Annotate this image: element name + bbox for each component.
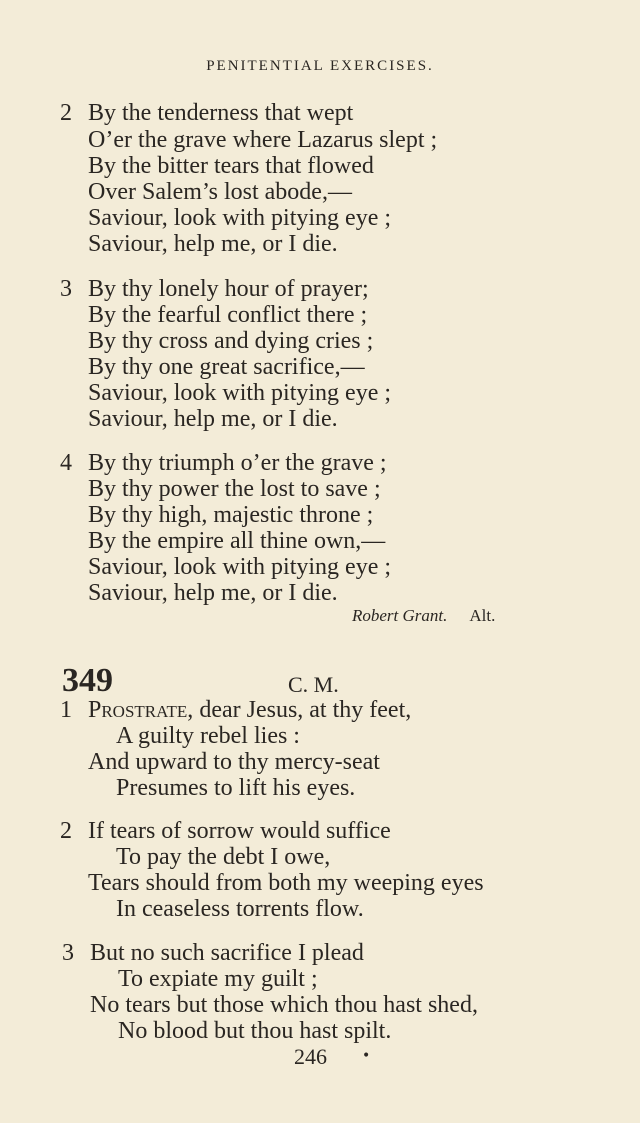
verse-line: A guilty rebel lies : <box>116 723 300 749</box>
verse-line: Saviour, help me, or I die. <box>88 406 338 432</box>
verse-line: By the fearful conflict there ; <box>88 302 368 328</box>
verse-line: But no such sacrifice I plead <box>90 940 364 966</box>
first-line-rest: dear Jesus, at thy feet, <box>193 697 412 723</box>
verse-line: Saviour, look with pitying eye ; <box>88 380 392 406</box>
verse-line: If tears of sorrow would suffice <box>88 818 391 844</box>
stanza-number: 1 <box>60 697 72 723</box>
stanza-number: 4 <box>60 450 72 476</box>
verse-line: No tears but those which thou hast shed, <box>90 992 478 1018</box>
verse-line: Tears should from both my weeping eyes <box>88 870 484 896</box>
verse-line: Over Salem’s lost abode,— <box>88 179 352 205</box>
verse-line: By thy power the lost to save ; <box>88 476 381 502</box>
verse-line: By the tenderness that wept <box>88 100 354 126</box>
stanza-number: 3 <box>62 940 74 966</box>
first-word: Prostrate, <box>88 697 194 723</box>
stanza-number: 3 <box>60 276 72 302</box>
verse-line: Saviour, look with pitying eye ; <box>88 554 392 580</box>
verse-line: No blood but thou hast spilt. <box>118 1018 392 1044</box>
verse-line: By thy lonely hour of prayer; <box>88 276 369 302</box>
hymn-meter: C. M. <box>288 672 339 697</box>
verse-line: Presumes to lift his eyes. <box>116 775 356 801</box>
author-name: Robert Grant. <box>352 606 448 625</box>
verse-line: Saviour, help me, or I die. <box>88 580 338 606</box>
verse-line: By the bitter tears that flowed <box>88 153 374 179</box>
verse-line: By thy one great sacrifice,— <box>88 354 365 380</box>
verse-line: By the empire all thine own,— <box>88 528 386 554</box>
stanza-number: 2 <box>60 100 72 126</box>
verse-line: Saviour, look with pitying eye ; <box>88 205 392 231</box>
verse-line: To expiate my guilt ; <box>118 966 318 992</box>
attribution <box>352 606 495 626</box>
verse-line <box>88 697 411 723</box>
verse-line: By thy triumph o’er the grave ; <box>88 450 387 476</box>
verse-line: Saviour, help me, or I die. <box>88 231 338 257</box>
bullet-mark: • <box>362 1048 371 1064</box>
alteration-note: Alt. <box>469 606 496 625</box>
verse-line: And upward to thy mercy-seat <box>88 749 380 775</box>
verse-line: By thy high, majestic throne ; <box>88 502 374 528</box>
verse-line: By thy cross and dying cries ; <box>88 328 374 354</box>
verse-line: O’er the grave where Lazarus slept ; <box>88 127 438 153</box>
hymn-number: 349 <box>62 662 113 699</box>
stanza-number: 2 <box>60 818 72 844</box>
page-number: 246 <box>294 1044 327 1069</box>
running-head: PENITENTIAL EXERCISES. <box>206 58 434 74</box>
verse-line: To pay the debt I owe, <box>116 844 331 870</box>
verse-line: In ceaseless torrents flow. <box>116 896 364 922</box>
